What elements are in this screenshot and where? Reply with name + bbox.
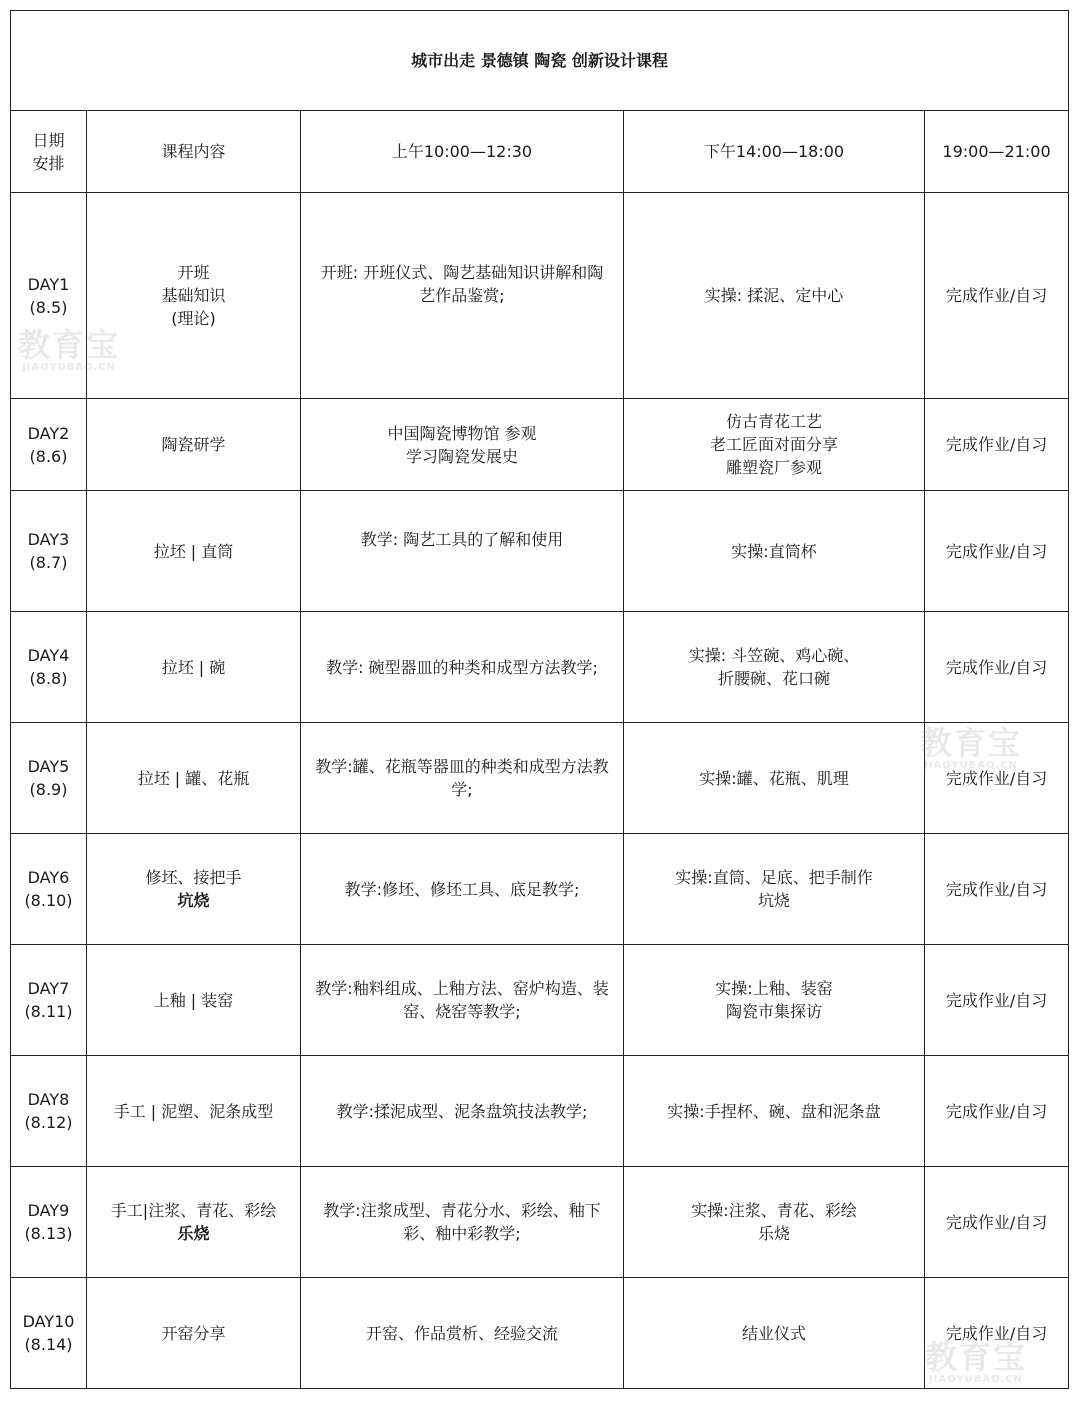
- table-row: [11, 1056, 1069, 1167]
- content-line: 开窑分享: [161, 1323, 226, 1343]
- morning-line: 学;: [451, 780, 473, 799]
- content-cell: [87, 1278, 301, 1389]
- table-row: [11, 834, 1069, 945]
- morning-cell: [301, 945, 624, 1056]
- day-cell: [11, 1056, 87, 1167]
- day-date: (8.13): [24, 1224, 73, 1243]
- afternoon-cell: [624, 399, 925, 491]
- evening-cell: 完成作业/自习: [925, 193, 1069, 399]
- content-cell: [87, 945, 301, 1056]
- day-cell: [11, 1167, 87, 1278]
- day-label: DAY6: [27, 868, 70, 887]
- watermark-url: JIAOYUBAO.CN: [924, 760, 1018, 771]
- day-cell: [11, 945, 87, 1056]
- morning-text: [307, 528, 617, 551]
- afternoon-cell: [624, 834, 925, 945]
- morning-text: [307, 1322, 617, 1345]
- morning-line: 教学:釉料组成、上釉方法、窑炉构造、装: [315, 979, 609, 998]
- header-row: [11, 111, 1069, 193]
- header-evening: 19:00—21:00: [925, 111, 1069, 193]
- watermark-text: 教育宝: [18, 326, 121, 364]
- content-line: 拉坯 | 碗: [161, 657, 226, 677]
- content-line: 开班: [177, 263, 210, 282]
- table-row: [11, 491, 1069, 612]
- afternoon-line: 实操:直筒、足底、把手制作: [675, 868, 873, 887]
- morning-text: [307, 878, 617, 901]
- afternoon-line: 折腰碗、花口碗: [717, 669, 830, 688]
- morning-line: 学习陶瓷发展史: [405, 446, 518, 466]
- day-date: (8.14): [24, 1335, 73, 1354]
- morning-text: [307, 422, 617, 468]
- afternoon-line: 结业仪式: [741, 1323, 806, 1343]
- afternoon-line: 仿古青花工艺: [725, 412, 822, 431]
- morning-line: 彩、釉中彩教学;: [403, 1224, 521, 1243]
- morning-line: 开窑、作品赏析、经验交流: [365, 1323, 558, 1343]
- header-date-line2: 安排: [32, 153, 65, 173]
- table-row: [11, 1278, 1069, 1389]
- content-line: 手工|注浆、青花、彩绘: [110, 1201, 277, 1220]
- morning-cell: [301, 612, 624, 723]
- evening-cell: 完成作业/自习: [925, 723, 1069, 834]
- title-row: [11, 11, 1069, 111]
- content-line: 陶瓷研学: [161, 435, 226, 454]
- afternoon-line: 坑烧: [757, 891, 790, 910]
- morning-text: [307, 1100, 617, 1123]
- table-row: [11, 193, 1069, 399]
- morning-cell: [301, 1278, 624, 1389]
- morning-line: 教学:揉泥成型、泥条盘筑技法教学;: [336, 1101, 588, 1121]
- watermark-text: 教育宝: [920, 724, 1023, 762]
- header-content: 课程内容: [87, 111, 301, 193]
- morning-line: 中国陶瓷博物馆 参观: [387, 423, 537, 443]
- content-line: (理论): [171, 309, 216, 328]
- schedule-body: [11, 193, 1069, 1389]
- day-date: (8.12): [24, 1113, 73, 1132]
- afternoon-line: 实操:注浆、青花、彩绘: [691, 1201, 857, 1220]
- day-label: DAY5: [27, 757, 70, 776]
- morning-line: 教学:修坯、修坯工具、底足教学;: [344, 879, 580, 899]
- day-label: DAY4: [27, 646, 70, 665]
- content-cell: [87, 834, 301, 945]
- morning-cell: [301, 834, 624, 945]
- afternoon-line: 陶瓷市集探访: [725, 1002, 822, 1021]
- day-label: DAY9: [27, 1201, 70, 1220]
- day-date: (8.10): [24, 891, 73, 910]
- afternoon-cell: [624, 612, 925, 723]
- day-cell: [11, 399, 87, 491]
- afternoon-line: 实操: 斗笠碗、鸡心碗、: [688, 646, 860, 665]
- evening-cell: 完成作业/自习: [925, 945, 1069, 1056]
- afternoon-line: 老工匠面对面分享: [709, 435, 838, 454]
- content-cell: [87, 193, 301, 399]
- table-row: [11, 723, 1069, 834]
- morning-line: 教学: 陶艺工具的了解和使用: [360, 529, 564, 549]
- morning-line: 教学: 碗型器皿的种类和成型方法教学;: [326, 657, 598, 677]
- morning-line: 教学:注浆成型、青花分水、彩绘、釉下: [323, 1201, 601, 1220]
- afternoon-line: 实操: 揉泥、定中心: [704, 286, 844, 305]
- day-date: (8.11): [24, 1002, 73, 1021]
- morning-cell: [301, 491, 624, 612]
- content-line: 拉坯 | 直筒: [153, 541, 234, 561]
- day-date: (8.9): [29, 780, 68, 799]
- day-label: DAY7: [27, 979, 70, 998]
- morning-text: [307, 261, 617, 307]
- day-label: DAY3: [27, 530, 70, 549]
- content-cell: [87, 491, 301, 612]
- morning-text: [307, 1199, 617, 1245]
- day-label: DAY1: [27, 274, 70, 294]
- evening-cell: 完成作业/自习: [925, 491, 1069, 612]
- morning-cell: [301, 1056, 624, 1167]
- day-cell: [11, 193, 87, 399]
- day-date: (8.5): [29, 297, 68, 317]
- day-date: (8.8): [29, 669, 68, 688]
- evening-cell: 完成作业/自习: [925, 1167, 1069, 1278]
- evening-cell: 完成作业/自习: [925, 1278, 1069, 1389]
- content-line: 上釉 | 装窑: [153, 990, 234, 1010]
- day-cell: [11, 723, 87, 834]
- header-date-line1: 日期: [32, 130, 65, 150]
- afternoon-line: 实操:上釉、装窑: [715, 979, 833, 998]
- day-date: (8.7): [29, 553, 68, 572]
- content-bold-line: 坑烧: [177, 891, 210, 910]
- watermark-url: JIAOYUBAO.CN: [929, 1374, 1023, 1385]
- evening-cell: 完成作业/自习: [925, 834, 1069, 945]
- afternoon-cell: [624, 1167, 925, 1278]
- morning-cell: [301, 723, 624, 834]
- watermark-text: 教育宝: [925, 1338, 1028, 1376]
- morning-cell: [301, 193, 624, 399]
- day-cell: [11, 612, 87, 723]
- evening-cell: 完成作业/自习: [925, 399, 1069, 491]
- morning-text: [307, 656, 617, 679]
- afternoon-line: 实操:罐、花瓶、肌理: [699, 768, 849, 788]
- content-cell: [87, 1056, 301, 1167]
- morning-line: 窑、烧窑等教学;: [403, 1002, 521, 1021]
- afternoon-cell: [624, 1056, 925, 1167]
- morning-text: [307, 977, 617, 1023]
- afternoon-cell: [624, 193, 925, 399]
- content-cell: [87, 612, 301, 723]
- afternoon-cell: [624, 945, 925, 1056]
- header-morning: 上午10:00—12:30: [301, 111, 624, 193]
- table-row: [11, 612, 1069, 723]
- afternoon-cell: [624, 723, 925, 834]
- content-line: 基础知识: [161, 286, 226, 305]
- afternoon-line: 实操:手捏杯、碗、盘和泥条盘: [667, 1101, 881, 1121]
- day-label: DAY10: [22, 1312, 75, 1331]
- content-cell: [87, 723, 301, 834]
- content-line: 修坯、接把手: [145, 868, 242, 887]
- day-label: DAY2: [27, 423, 70, 443]
- header-afternoon: 下午14:00—18:00: [624, 111, 925, 193]
- watermark-url: JIAOYUBAO.CN: [22, 362, 116, 373]
- evening-cell: 完成作业/自习: [925, 1056, 1069, 1167]
- day-date: (8.6): [29, 446, 68, 466]
- day-label: DAY8: [27, 1090, 70, 1109]
- morning-line: 艺作品鉴赏;: [419, 285, 505, 305]
- day-cell: [11, 1278, 87, 1389]
- afternoon-cell: [624, 1278, 925, 1389]
- table-row: [11, 945, 1069, 1056]
- content-cell: [87, 1167, 301, 1278]
- afternoon-line: 雕塑瓷厂参观: [725, 458, 822, 477]
- morning-line: 教学:罐、花瓶等器皿的种类和成型方法教: [315, 757, 609, 776]
- evening-cell: 完成作业/自习: [925, 612, 1069, 723]
- morning-cell: [301, 1167, 624, 1278]
- table-row: [11, 1167, 1069, 1278]
- morning-cell: [301, 399, 624, 491]
- afternoon-line: 实操:直筒杯: [731, 541, 817, 561]
- content-cell: [87, 399, 301, 491]
- content-bold-line: 乐烧: [177, 1224, 210, 1243]
- content-line: 拉坯 | 罐、花瓶: [137, 768, 250, 788]
- afternoon-cell: [624, 491, 925, 612]
- header-date: [11, 111, 87, 193]
- morning-text: [307, 755, 617, 801]
- course-schedule-table: [10, 10, 1069, 1389]
- afternoon-line: 乐烧: [757, 1224, 790, 1243]
- page-title: 城市出走 景德镇 陶瓷 创新设计课程: [11, 11, 1069, 111]
- day-cell: [11, 491, 87, 612]
- day-cell: [11, 834, 87, 945]
- content-line: 手工 | 泥塑、泥条成型: [113, 1101, 274, 1121]
- table-row: [11, 399, 1069, 491]
- morning-line: 开班: 开班仪式、陶艺基础知识讲解和陶: [320, 262, 604, 282]
